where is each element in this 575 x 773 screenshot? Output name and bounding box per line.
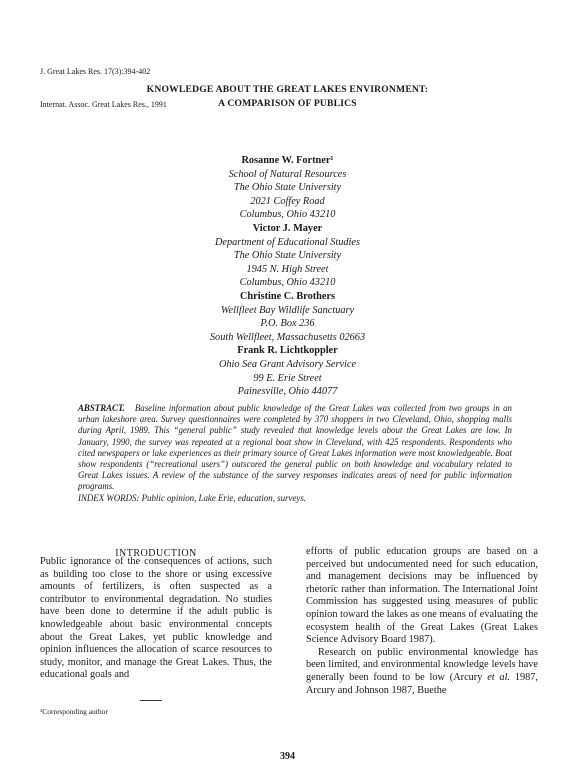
- body-paragraph: [306, 647, 538, 697]
- affiliation-line: Painesville, Ohio 44077: [237, 386, 338, 398]
- affiliation-line: Columbus, Ohio 43210: [239, 277, 336, 289]
- footnote: ¹Corresponding author: [40, 707, 108, 716]
- affiliation-line: The Ohio State University: [233, 250, 342, 262]
- article-title: [0, 83, 575, 111]
- index-words: INDEX WORDS: Public opinion, Lake Erie, education, surveys.: [78, 492, 306, 503]
- author-entry: [0, 222, 575, 290]
- italic-citation: et al.: [487, 671, 511, 683]
- page-number: 394: [280, 751, 295, 762]
- abstract: [78, 403, 512, 504]
- affiliation-line: South Wellfleet, Massachusetts 02663: [209, 331, 366, 343]
- affiliation-line: 99 E. Erie Street: [253, 372, 322, 384]
- author-entry: [0, 290, 575, 344]
- affiliation-line: School of Natural Resources: [228, 168, 347, 180]
- author-name: Frank R. Lichtkoppler: [237, 345, 338, 357]
- affiliation-line: P.O. Box 236: [260, 318, 315, 330]
- affiliation-line: Wellfleet Bay Wildlife Sanctuary: [220, 304, 355, 316]
- paragraph-text: Research on public environmental knowledge has been limited, and environmental knowledge levels have generally been found to be low (Arcury: [306, 646, 538, 683]
- author-block: [0, 154, 575, 399]
- title-line-2: A COMPARISON OF PUBLICS: [218, 98, 357, 109]
- affiliation-line: The Ohio State University: [233, 182, 342, 194]
- abstract-label: ABSTRACT.: [78, 403, 125, 413]
- author-name: Christine C. Brothers: [239, 290, 336, 302]
- section-heading: INTRODUCTION: [115, 548, 197, 559]
- body-paragraph: Public ignorance of the consequences of actions, such as building too close to the shore or using excessive amounts of fertilizers, is often suspected as a contributor to environmental degradation. No studies have been done to determine if the adult public is knowledgeable about basic environmental concepts about the Great Lakes, yet public knowledge and opinion influences the allocation of scarce resources to study, monitor, and manage the Great Lakes. Thus, the educational goals and: [40, 556, 272, 681]
- journal-citation: J. Great Lakes Res. 17(3):394-402: [40, 67, 151, 76]
- journal-publisher: Internat. Assoc. Great Lakes Res., 1991: [40, 100, 167, 109]
- title-line-1: KNOWLEDGE ABOUT THE GREAT LAKES ENVIRONMENT:: [146, 84, 429, 95]
- abstract-body: [78, 403, 512, 493]
- author-name: Victor J. Mayer: [252, 222, 323, 234]
- abstract-text: Baseline information about public knowledge of the Great Lakes was collected from two groups in an urban lakeshore area. Survey questionnaires were completed by 370 shoppers in two Cleveland, Ohio, shopping malls during April, 1989. This “general public” study revealed that knowledge levels about the Great Lakes are low. In January, 1990, the survey was repeated at a regional boat show in Cleveland, with 425 respondents. Respondents who cited newspapers or lake experiences as their primary source of Great Lakes information were most knowledgeable. Boat show respondents (“recreational users”) outscored the general public on both knowledge and vocabulary related to Great Lakes issues. A review of the substance of the survey responses indicates areas of need for public information programs.: [78, 403, 512, 492]
- affiliation-line: Ohio Sea Grant Advisory Service: [218, 358, 357, 370]
- affiliation-line: Columbus, Ohio 43210: [239, 209, 336, 221]
- affiliation-line: 2021 Coffey Road: [250, 195, 325, 207]
- body-paragraph: efforts of public education groups are based on a perceived but undocumented need for such education, and management decisions may be influenced by rhetoric rather than information. The International Joint Commission has suggested using measures of public opinion toward the lakes as one means of evaluating the ecosystem health of the Great Lakes (Great Lakes Science Advisory Board 1987).: [306, 546, 538, 646]
- affiliation-line: 1945 N. High Street: [246, 263, 329, 275]
- affiliation-line: Department of Educational Studies: [215, 236, 360, 248]
- paragraph-text: 1987, Arcury and Johnson 1987, Buethe: [306, 671, 538, 696]
- author-name: Rosanne W. Fortner¹: [241, 155, 334, 166]
- body-column-left: [40, 556, 272, 682]
- footnote-rule: [140, 700, 162, 701]
- author-entry: [0, 344, 575, 398]
- body-column-right: [306, 546, 538, 697]
- author-entry: [0, 154, 575, 222]
